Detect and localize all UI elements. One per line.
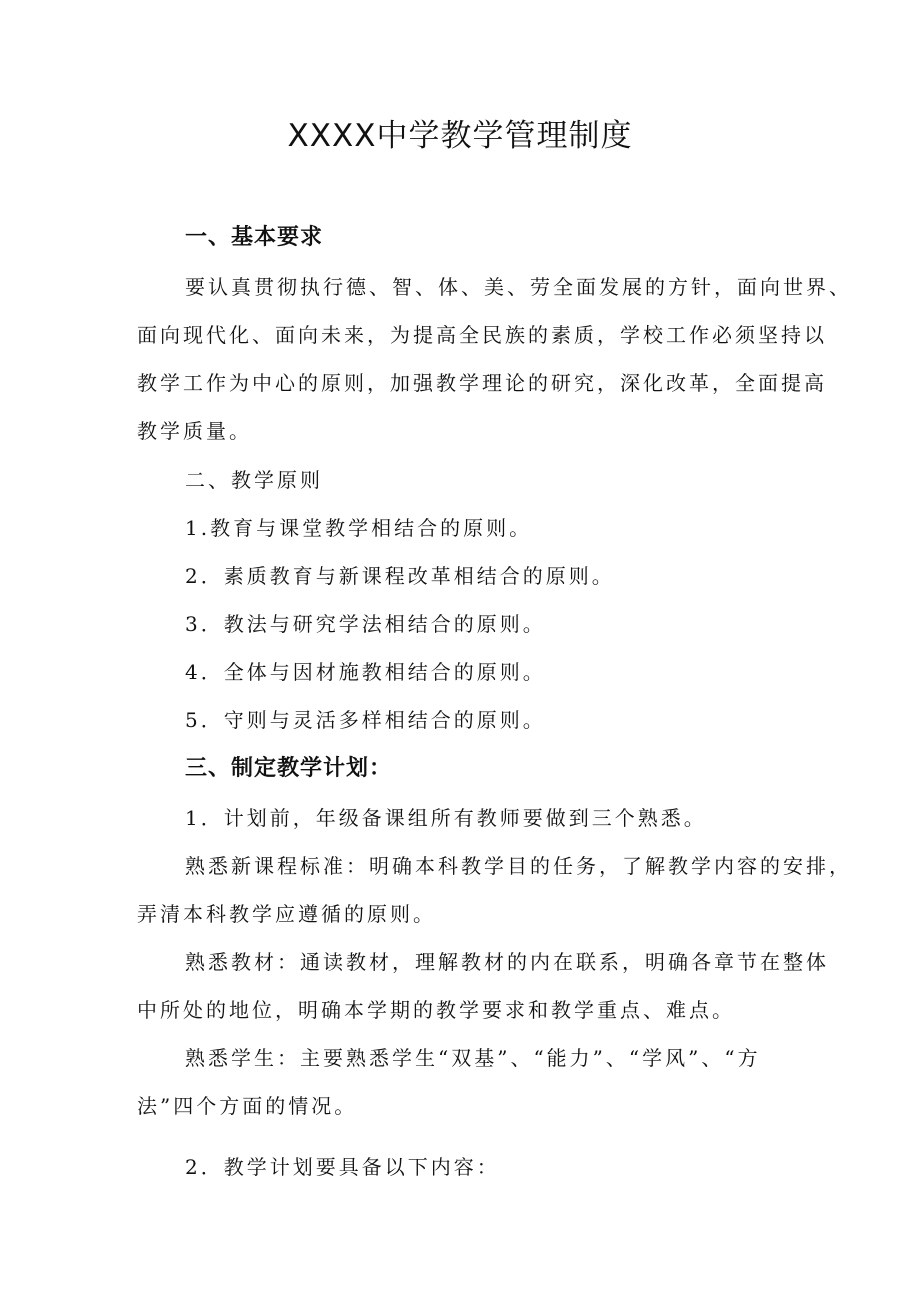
paragraph-line: 中所处的地位，明确本学期的教学要求和教学重点、难点。 [137, 998, 735, 1022]
list-item: 1.教育与课堂教学相结合的原则。 [185, 516, 533, 540]
list-item: 3．教法与研究学法相结合的原则。 [185, 612, 546, 636]
section-heading-basic-requirements: 一、基本要求 [185, 225, 324, 250]
list-item: 2．教学计划要具备以下内容： [185, 1155, 500, 1179]
list-item: 2．素质教育与新课程改革相结合的原则。 [185, 564, 615, 588]
list-item: 1．计划前，年级备课组所有教师要做到三个熟悉。 [185, 806, 707, 830]
paragraph-line: 教学工作为中心的原则，加强教学理论的研究，深化改革，全面提高 [137, 371, 827, 395]
paragraph-line: 面向现代化、面向未来，为提高全民族的素质，学校工作必须坚持以 [137, 323, 827, 347]
section-heading-teaching-principles: 二、教学原则 [185, 468, 323, 492]
paragraph-line: 教学质量。 [137, 419, 252, 443]
document-title: XXXX中学教学管理制度 [287, 118, 633, 154]
paragraph-line: 熟悉新课程标准：明确本科教学目的任务，了解教学内容的安排， [185, 854, 852, 878]
paragraph-line: 要认真贯彻执行德、智、体、美、劳全面发展的方针，面向世界、 [185, 275, 852, 299]
paragraph-line: 法”四个方面的情况。 [137, 1094, 358, 1118]
paragraph-line: 熟悉教材：通读教材，理解教材的内在联系，明确各章节在整体 [185, 950, 829, 974]
list-item: 4．全体与因材施教相结合的原则。 [185, 660, 546, 684]
list-item: 5．守则与灵活多样相结合的原则。 [185, 708, 546, 732]
paragraph-line: 弄清本科教学应遵循的原则。 [137, 902, 436, 926]
paragraph-line: 熟悉学生：主要熟悉学生“双基”、“能力”、“学风”、“方 [185, 1046, 761, 1070]
section-heading-teaching-plan: 三、制定教学计划： [185, 756, 393, 781]
